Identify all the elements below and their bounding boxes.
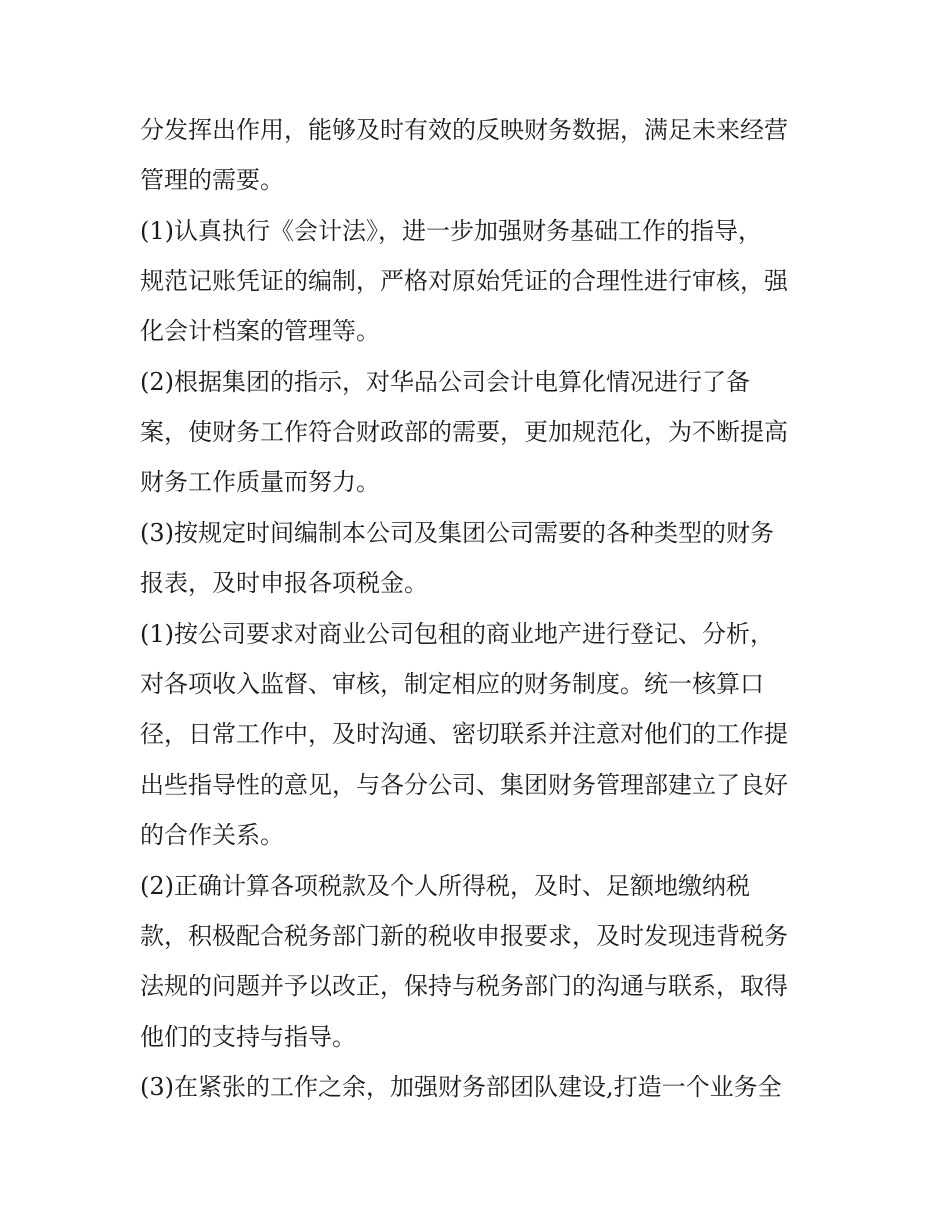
text-line: 化会计档案的管理等。 [140, 317, 380, 345]
text-line: (2)根据集团的指示，对华品公司会计电算化情况进行了备 [140, 368, 750, 396]
text-line: (1)按公司要求对商业公司包租的商业地产进行登记、分析， [140, 620, 774, 648]
text-line: 他们的支持与指导。 [140, 1023, 356, 1051]
text-line: 管理的需要。 [140, 166, 284, 194]
text-line: 财务工作质量而努力。 [140, 468, 380, 496]
text-line: 出些指导性的意见，与各分公司、集团财务管理部建立了良好 [140, 771, 788, 799]
text-line: 案，使财务工作符合财政部的需要，更加规范化，为不断提高 [140, 418, 788, 446]
text-line: (3)在紧张的工作之余，加强财务部团队建设,打造一个业务全 [140, 1073, 782, 1101]
text-line: 对各项收入监督、审核，制定相应的财务制度。统一核算口 [140, 670, 764, 698]
text-line: (1)认真执行《会计法》，进一步加强财务基础工作的指导， [140, 217, 762, 245]
text-line: (3)按规定时间编制本公司及集团公司需要的各种类型的财务 [140, 519, 774, 547]
text-line: 分发挥出作用，能够及时有效的反映财务数据，满足未来经营 [140, 116, 788, 144]
text-line: 径，日常工作中，及时沟通、密切联系并注意对他们的工作提 [140, 720, 788, 748]
text-line: 款，积极配合税务部门新的税收申报要求，及时发现违背税务 [140, 922, 788, 950]
text-line: 的合作关系。 [140, 821, 284, 849]
text-line: 报表，及时申报各项税金。 [140, 569, 428, 597]
text-line: 规范记账凭证的编制，严格对原始凭证的合理性进行审核，强 [140, 267, 788, 295]
text-line: (2)正确计算各项税款及个人所得税，及时、足额地缴纳税 [140, 872, 750, 900]
text-line: 法规的问题并予以改正，保持与税务部门的沟通与联系，取得 [140, 972, 788, 1000]
